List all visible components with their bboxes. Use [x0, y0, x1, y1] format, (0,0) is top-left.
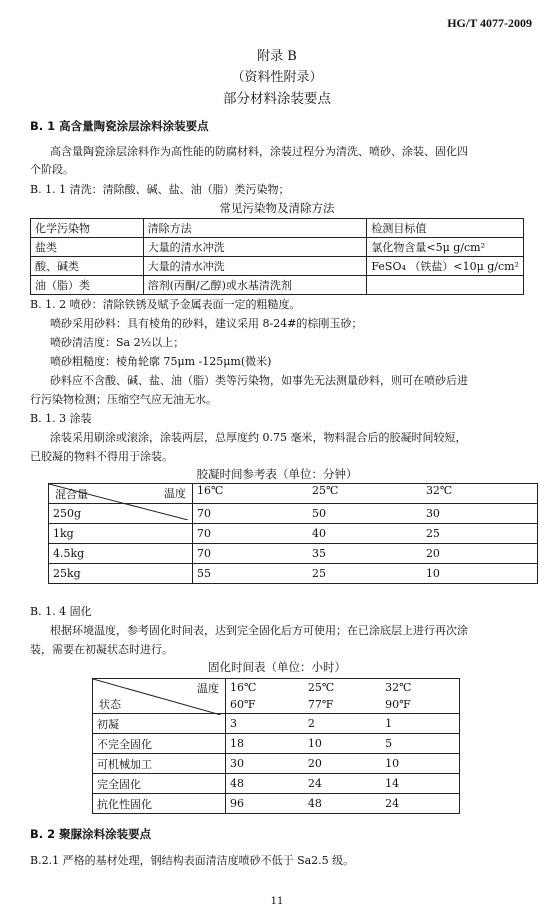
- table-cell: 1kg: [49, 524, 193, 544]
- table-cell: 30: [422, 504, 538, 524]
- b13-heading: B. 1. 3 涂装: [30, 412, 92, 425]
- temp-fahrenheit: 90℉: [385, 698, 411, 711]
- appendix-nature: （资料性附录）: [231, 70, 323, 85]
- section-b1-heading: B. 1 高含量陶瓷涂层涂料涂装要点: [30, 119, 209, 133]
- temp-celsius: 25℃: [307, 681, 335, 694]
- b13-line1: 涂装采用刷涂或滚涂，涂装两层，总厚度约 0.75 毫米，物料混合后的胶凝时间较短，: [50, 431, 467, 444]
- table-cell: 50: [308, 504, 422, 524]
- standard-number: HG/T 4077-2009: [447, 16, 532, 30]
- table-cell: 10: [422, 564, 538, 584]
- table-cell: 70: [193, 544, 309, 564]
- table-header-row: [31, 219, 524, 238]
- table-cell: 20: [422, 544, 538, 564]
- table-row: [31, 257, 524, 276]
- table-cell: 10: [381, 754, 459, 774]
- table-cell: 20: [304, 754, 381, 774]
- table-cell: 18: [226, 734, 304, 754]
- b14-heading: B. 1. 4 固化: [30, 605, 92, 618]
- b12-line5: 行污染物检测；压缩空气应无油无水。: [30, 393, 217, 406]
- gel-table-caption: 胶凝时间参考表（单位：分钟）: [196, 467, 358, 481]
- table-row: [93, 714, 460, 734]
- table-cell: 初凝: [93, 714, 226, 734]
- table-cell: 24: [381, 794, 459, 814]
- b12-blasting: B. 1. 2 喷砂：清除铁锈及赋予金属表面一定的粗糙度。: [30, 298, 301, 311]
- corner-label-amount: 混合量: [55, 488, 88, 501]
- b1-intro-line1: 高含量陶瓷涂层涂料作为高性能的防腐材料，涂装过程分为清洗、喷砂、涂装、固化四: [50, 145, 468, 158]
- table-cell: 大量的清水冲洗: [143, 238, 367, 257]
- table-cell: 可机械加工: [93, 754, 226, 774]
- table-cell: 25: [308, 564, 422, 584]
- table-cell: 48: [226, 774, 304, 794]
- table-header-cell: 25℃: [308, 484, 422, 504]
- corner-label-temperature: 温度: [197, 682, 219, 695]
- b12-line2: 喷砂清洁度：Sa 2½以上；: [50, 336, 185, 349]
- table-cell: 溶剂(丙酮/乙醇)或水基清洗剂: [143, 276, 367, 295]
- b12-line4: 砂料应不含酸、碱、盐、油（脂）类等污染物，如事先无法测量砂料，则可在喷砂后进: [50, 374, 468, 387]
- table-row: [93, 754, 460, 774]
- table-row: [31, 276, 524, 295]
- table-row: [93, 734, 460, 754]
- table-row: [31, 238, 524, 257]
- table-cell: 1: [381, 714, 459, 734]
- diagonal-header-cell: [49, 484, 193, 504]
- table-cell: 2: [304, 714, 381, 734]
- table-cell: 油（脂）类: [31, 276, 144, 295]
- corner-label-state: 状态: [99, 698, 121, 711]
- appendix-title: 附录 B: [257, 49, 297, 64]
- b12-line3: 喷砂粗糙度：棱角轮廓 75μm -125μm(微米): [50, 355, 272, 368]
- table-header-row: [49, 484, 538, 504]
- table-cell: 96: [226, 794, 304, 814]
- table-cell: 40: [308, 524, 422, 544]
- table-header-cell: 清除方法: [143, 219, 367, 238]
- table-cell: 3: [226, 714, 304, 734]
- table-cell: 25kg: [49, 564, 193, 584]
- table-cell: 55: [193, 564, 309, 584]
- table-row: [49, 524, 538, 544]
- b11-cleaning: B. 1. 1 清洗：清除酸、碱、盐、油（脂）类污染物；: [30, 183, 290, 196]
- table-cell: 30: [226, 754, 304, 774]
- table-cell: 完全固化: [93, 774, 226, 794]
- table-cell: 酸、碱类: [31, 257, 144, 276]
- table-header-cell: 检测目标值: [367, 219, 524, 238]
- table-cell: 70: [193, 504, 309, 524]
- table-row: [93, 774, 460, 794]
- section-b2-heading: B. 2 聚脲涂料涂装要点: [30, 827, 152, 841]
- temp-fahrenheit: 77℉: [307, 698, 334, 711]
- table-cell: 大量的清水冲洗: [143, 257, 367, 276]
- table-cell: 氯化物含量<5μ g/cm²: [367, 238, 524, 257]
- stain-table: [30, 218, 524, 295]
- table-cell: 48: [304, 794, 381, 814]
- table-header-cell: 32℃: [422, 484, 538, 504]
- table-cell: 35: [308, 544, 422, 564]
- table-cell: 10: [304, 734, 381, 754]
- temp-celsius: 32℃: [385, 681, 412, 694]
- b21-line: B.2.1 严格的基材处理，钢结构表面清洁度喷砂不低于 Sa2.5 级。: [30, 854, 355, 867]
- b13-line2: 已胶凝的物料不得用于涂装。: [30, 450, 173, 463]
- table-cell: 4.5kg: [49, 544, 193, 564]
- table-row: [49, 544, 538, 564]
- table-row: [93, 794, 460, 814]
- table-header-row: [93, 679, 460, 714]
- gel-time-table: [48, 483, 538, 584]
- table-cell: 25: [422, 524, 538, 544]
- table-cell: 不完全固化: [93, 734, 226, 754]
- b14-line2: 装，需要在初凝状态时进行。: [30, 643, 173, 656]
- table-cell: 抗化性固化: [93, 794, 226, 814]
- b1-intro-line2: 个阶段。: [30, 163, 74, 176]
- b12-line1: 喷砂采用砂料：具有棱角的砂料，建议采用 8-24#的棕刚玉砂；: [50, 317, 363, 330]
- table-cell: FeSO₄ （铁盐）<10μ g/cm²: [367, 257, 524, 276]
- temp-fahrenheit: 60℉: [230, 698, 256, 711]
- table-header-cell: [226, 679, 304, 714]
- table-cell: 24: [304, 774, 381, 794]
- corner-label-temperature: 温度: [164, 487, 186, 500]
- temp-celsius: 16℃: [230, 681, 257, 694]
- cure-table-caption: 固化时间表（单位：小时）: [208, 660, 346, 674]
- table-header-cell: 16℃: [193, 484, 309, 504]
- table-header-cell: 化学污染物: [31, 219, 144, 238]
- table-cell: [367, 276, 524, 295]
- stain-table-caption: 常见污染物及清除方法: [219, 201, 335, 215]
- table-cell: 盐类: [31, 238, 144, 257]
- table-cell: 250g: [49, 504, 193, 524]
- table-row: [49, 564, 538, 584]
- page-number: 11: [270, 896, 284, 907]
- cure-time-table: [92, 678, 460, 814]
- appendix-subtitle: 部分材料涂装要点: [223, 91, 331, 107]
- table-cell: 5: [381, 734, 459, 754]
- diagonal-header-cell: [93, 679, 226, 714]
- table-header-cell: [304, 679, 381, 714]
- table-cell: 14: [381, 774, 459, 794]
- table-cell: 70: [193, 524, 309, 544]
- b14-line1: 根据环境温度，参考固化时间表，达到完全固化后方可使用；在已涂底层上进行再次涂: [50, 624, 468, 637]
- table-header-cell: [381, 679, 459, 714]
